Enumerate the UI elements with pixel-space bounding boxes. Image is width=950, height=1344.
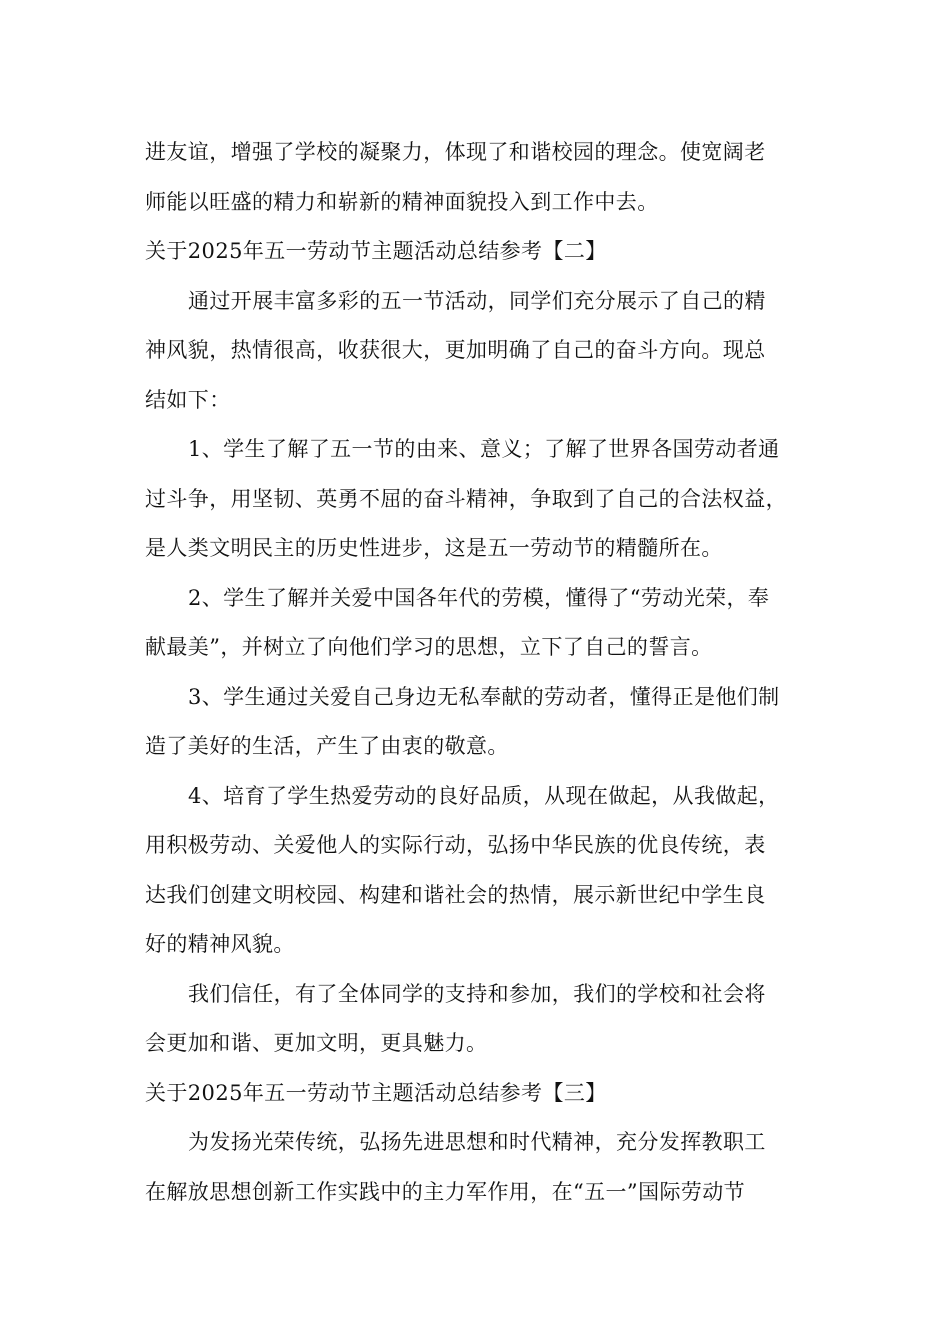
text-line-9: 是人类文明民主的历史性进步，这是五一劳动节的精髓所在。 [145,536,723,560]
text-line-15: 用积极劳动、关爱他人的实际行动，弘扬中华民族的优良传统，表 [145,833,766,857]
text-line-2: 师能以旺盛的精力和崭新的精神面貌投入到工作中去。 [145,189,659,214]
text-line-11: 献最美”，并树立了向他们学习的思想，立下了自己的誓言。 [145,635,713,659]
list-item-2: 2、学生了解并关爱中国各年代的劳模，懂得了“劳动光荣，奉 [188,585,770,610]
text-line-22: 在解放思想创新工作实践中的主力军作用，在“五一”国际劳动节 [145,1179,746,1204]
text-line-19: 会更加和谐、更加文明，更具魅力。 [145,1031,488,1055]
text-line-17: 好的精神风貌。 [145,932,295,956]
text-line-1: 进友谊，增强了学校的凝聚力，体现了和谐校园的理念。使宽阔老 [145,140,766,164]
text-line-16: 达我们创建文明校园、构建和谐社会的热情，展示新世纪中学生良 [145,882,766,907]
text-line-6: 结如下： [145,387,231,412]
list-item-1: 1、学生了解了五一节的由来、意义；了解了世界各国劳动者通 [188,437,780,461]
list-item-3: 3、学生通过关爱自己身边无私奉献的劳动者，懂得正是他们制 [188,684,780,709]
text-line-18: 我们信任，有了全体同学的支持和参加，我们的学校和社会将 [188,981,766,1006]
section-heading-3: 关于2025年五一劳动节主题活动总结参考【三】 [145,1080,607,1105]
text-line-21: 为发扬光荣传统，弘扬先进思想和时代精神，充分发挥教职工 [188,1130,766,1154]
list-item-4: 4、培育了学生热爱劳动的良好品质，从现在做起，从我做起， [188,783,780,808]
text-line-5: 神风貌，热情很高，收获很大，更加明确了自己的奋斗方向。现总 [145,338,766,362]
text-line-8: 过斗争，用坚韧、英勇不屈的奋斗精神，争取到了自己的合法权益， [145,486,787,511]
section-heading-2: 关于2025年五一劳动节主题活动总结参考【二】 [145,239,607,263]
document-body [145,128,835,1217]
text-line-13: 造了美好的生活，产生了由衷的敬意。 [145,734,509,758]
text-line-4: 通过开展丰富多彩的五一节活动，同学们充分展示了自己的精 [188,288,766,313]
